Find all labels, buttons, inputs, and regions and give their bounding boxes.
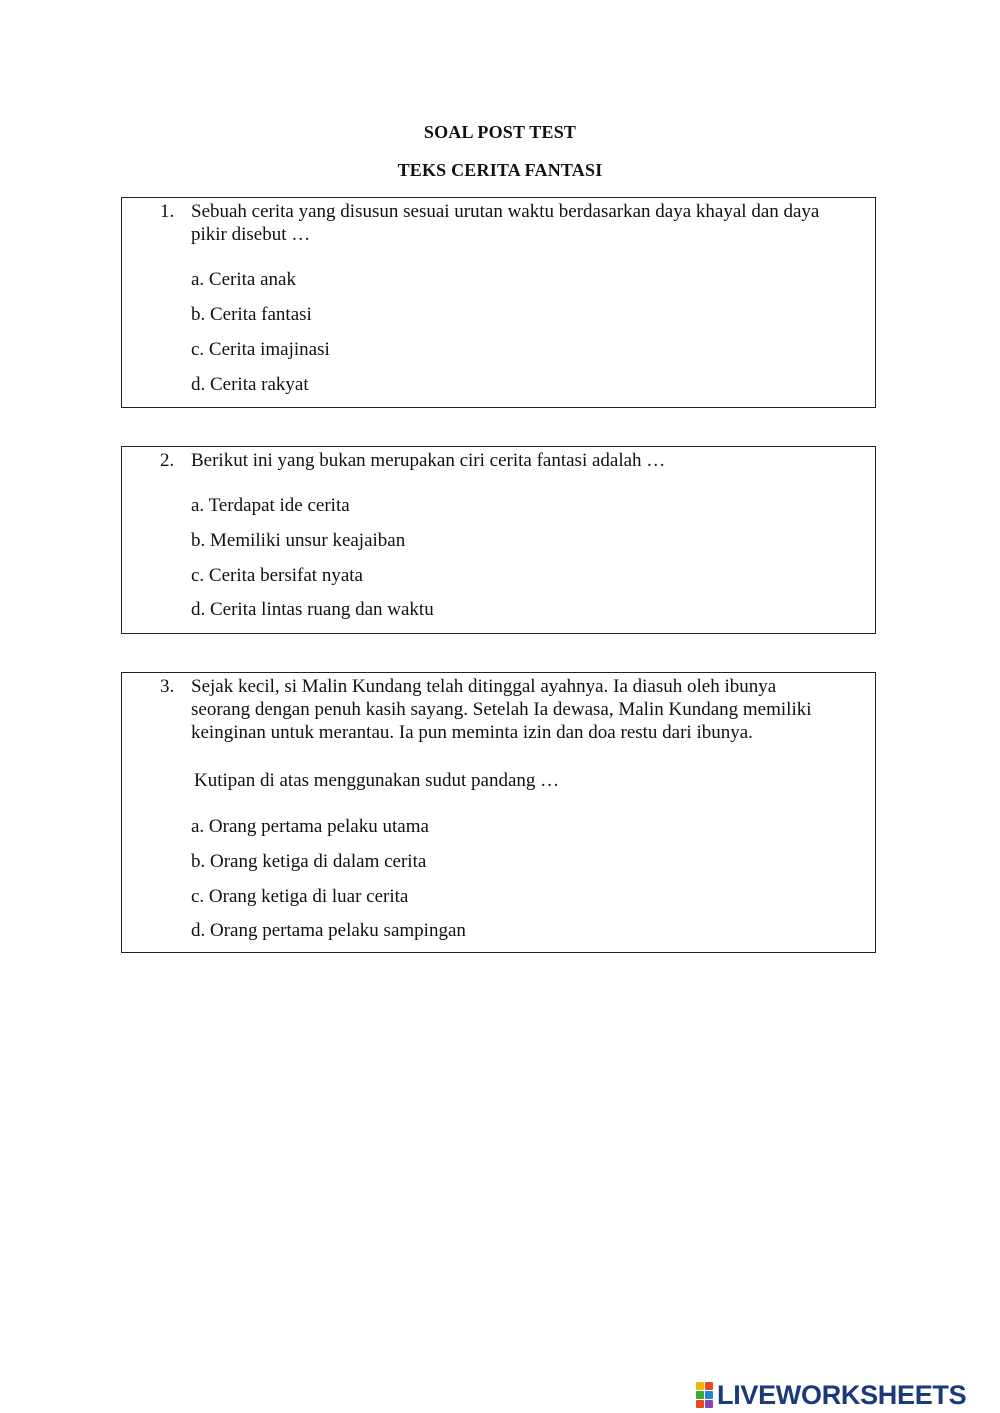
question-1-text — [191, 200, 863, 246]
question-2-line-1: Berikut ini yang bukan merupakan ciri cerita fantasi adalah … — [191, 450, 666, 471]
question-2-text — [191, 449, 863, 472]
question-3-line-2: seorang dengan penuh kasih sayang. Setelah Ia dewasa, Malin Kundang memiliki — [191, 699, 812, 720]
question-3-option-a[interactable]: a. Orang pertama pelaku utama — [191, 816, 429, 837]
question-3-option-b[interactable]: b. Orang ketiga di dalam cerita — [191, 851, 427, 872]
page-subtitle: TEKS CERITA FANTASI — [397, 160, 603, 180]
logo-block-icon — [705, 1382, 713, 1390]
question-1-line-2: pikir disebut … — [191, 224, 311, 245]
question-1-option-b[interactable]: b. Cerita fantasi — [191, 304, 312, 325]
question-2-number: 2. — [160, 450, 175, 471]
question-3-option-c[interactable]: c. Orang ketiga di luar cerita — [191, 886, 409, 907]
question-1-box — [121, 197, 876, 408]
logo-blocks-icon — [696, 1382, 713, 1408]
logo-block-icon — [705, 1391, 713, 1399]
question-3-box — [121, 672, 876, 953]
logo-block-icon — [696, 1400, 704, 1408]
question-3-number: 3. — [160, 676, 175, 697]
question-1-option-c[interactable]: c. Cerita imajinasi — [191, 339, 330, 360]
logo-block-icon — [696, 1382, 704, 1390]
question-3-text — [191, 675, 863, 744]
question-1-number: 1. — [160, 201, 175, 222]
question-1-option-a[interactable]: a. Cerita anak — [191, 269, 296, 290]
logo-block-icon — [705, 1400, 713, 1408]
question-2-option-d[interactable]: d. Cerita lintas ruang dan waktu — [191, 599, 434, 620]
question-3-prompt: Kutipan di atas menggunakan sudut pandang … — [194, 770, 560, 791]
logo-block-icon — [696, 1391, 704, 1399]
question-3-option-d[interactable]: d. Orang pertama pelaku sampingan — [191, 920, 466, 941]
question-1-line-1: Sebuah cerita yang disusun sesuai urutan waktu berdasarkan daya khayal dan daya — [191, 201, 820, 222]
question-3-line-3: keinginan untuk merantau. Ia pun meminta izin dan doa restu dari ibunya. — [191, 722, 753, 743]
question-2-option-c[interactable]: c. Cerita bersifat nyata — [191, 565, 363, 586]
question-1-option-d[interactable]: d. Cerita rakyat — [191, 374, 309, 395]
question-2-option-a[interactable]: a. Terdapat ide cerita — [191, 495, 350, 516]
logo-text: LIVEWORKSHEETS — [717, 1379, 967, 1410]
question-3-line-1: Sejak kecil, si Malin Kundang telah ditinggal ayahnya. Ia diasuh oleh ibunya — [191, 676, 777, 697]
question-2-option-b[interactable]: b. Memiliki unsur keajaiban — [191, 530, 406, 551]
liveworksheets-logo — [696, 1380, 996, 1410]
question-2-box — [121, 446, 876, 634]
page-title: SOAL POST TEST — [423, 122, 577, 142]
